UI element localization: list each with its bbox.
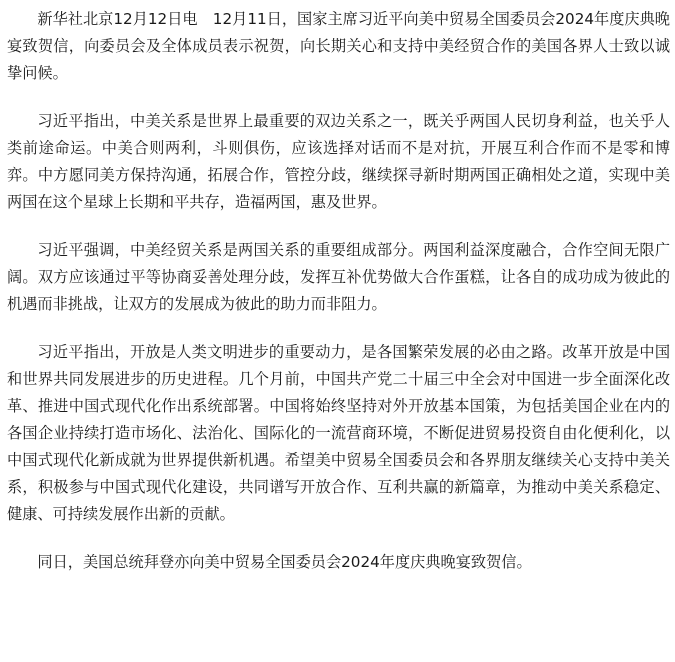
- article-paragraph-bilateral-relations: 习近平指出，中美关系是世界上最重要的双边关系之一，既关乎两国人民切身利益，也关乎人类前途命运。中美合则两利，斗则俱伤，应该选择对话而不是对抗，开展互利合作而不是零和博弈。中方愿同美方保持沟通，拓展合作，管控分歧，继续探寻新时期两国正确相处之道，实现中美两国在这个星球上长期和平共存，造福两国，惠及世界。: [7, 112, 670, 211]
- article-paragraph-trade-relations: 习近平强调，中美经贸关系是两国关系的重要组成部分。两国利益深度融合，合作空间无限广阔。双方应该通过平等协商妥善处理分歧，发挥互补优势做大合作蛋糕，让各自的成功成为彼此的机遇而非挑战，让双方的发展成为彼此的助力而非阻力。: [7, 241, 670, 313]
- article-paragraph-lead: 新华社北京12月12日电 12月11日，国家主席习近平向美中贸易全国委员会2024年度庆典晚宴致贺信，向委员会及全体成员表示祝贺，向长期关心和支持中美经贸合作的美国各界人士致以诚挚问候。: [7, 10, 670, 82]
- article-paragraph-opening-up: 习近平指出，开放是人类文明进步的重要动力，是各国繁荣发展的必由之路。改革开放是中国和世界共同发展进步的历史进程。几个月前，中国共产党二十届三中全会对中国进一步全面深化改革、推进中国式现代化作出系统部署。中国将始终坚持对外开放基本国策，为包括美国企业在内的各国企业持续打造市场化、法治化、国际化的一流营商环境，不断促进贸易投资自由化便利化，以中国式现代化新成就为世界提供新机遇。希望美中贸易全国委员会和各界朋友继续关心支持中美关系，积极参与中国式现代化建设，共同谱写开放合作、互利共赢的新篇章，为推动中美关系稳定、健康、可持续发展作出新的贡献。: [7, 343, 670, 523]
- article-paragraph-closing: 同日，美国总统拜登亦向美中贸易全国委员会2024年度庆典晚宴致贺信。: [37, 553, 532, 571]
